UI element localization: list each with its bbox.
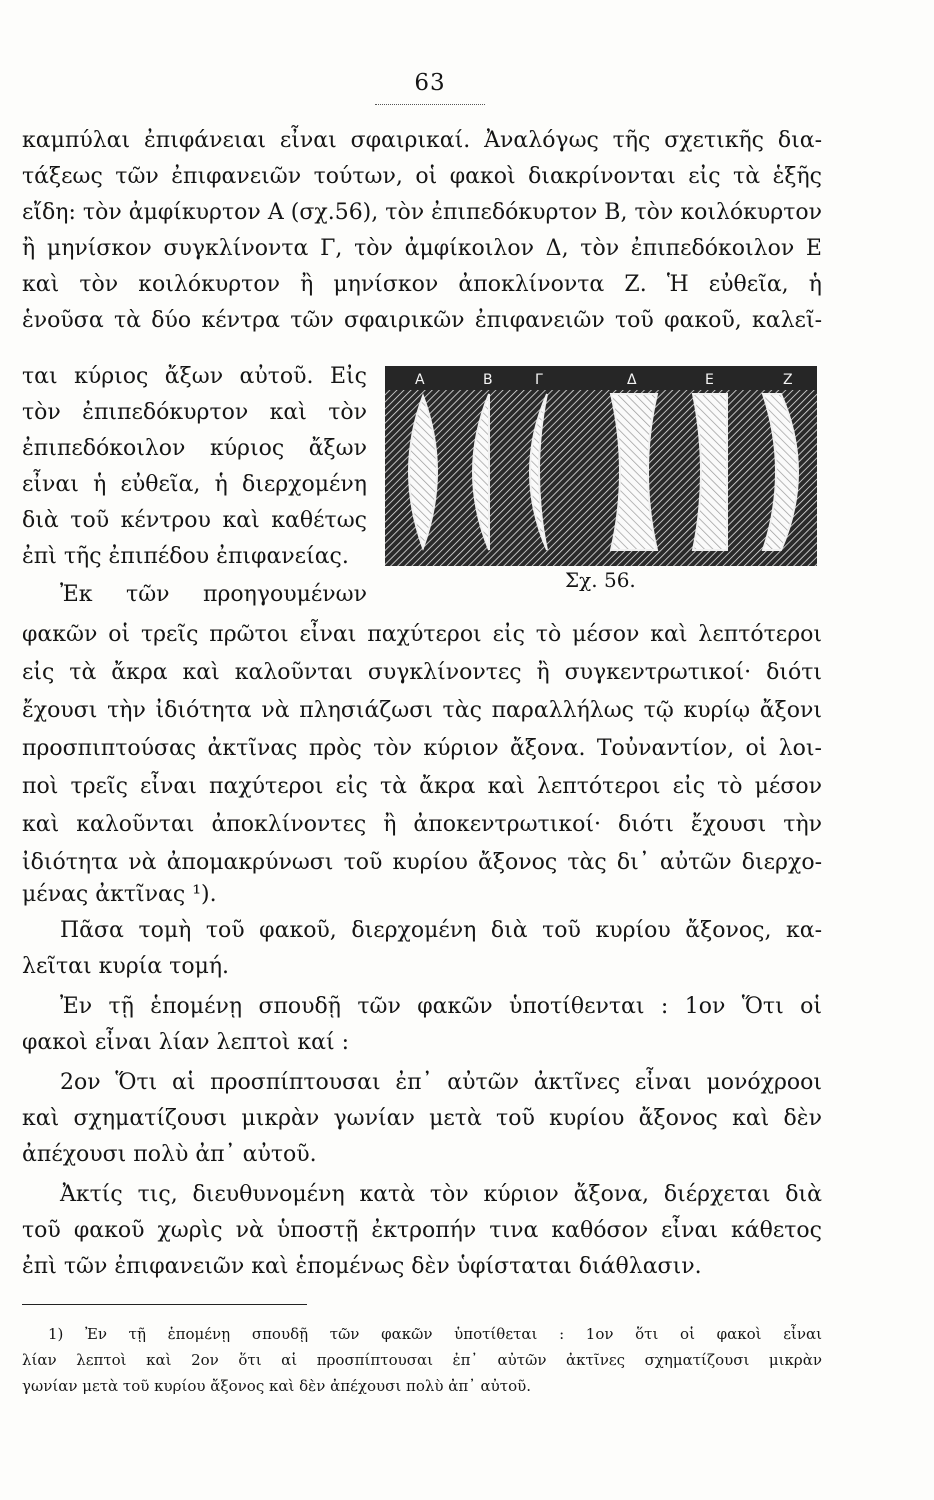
figure-label-a: Α	[415, 372, 425, 388]
text-line: ἰδιότητα νὰ ἀπομακρύνωσι τοῦ κυρίου ἄξονος τὰς δι᾽ αὐτῶν διερχο-	[22, 850, 822, 875]
text-line: ἀπέχουσι πολὺ ἀπ᾽ αὐτοῦ.	[22, 1142, 317, 1167]
text-line: καὶ τὸν κοιλόκυρτον ἢ μηνίσκον ἀποκλίνοντα Ζ. Ἡ εὐθεῖα, ἡ	[22, 272, 822, 297]
page-number: 63	[414, 70, 446, 96]
text-line: ἐπιπεδόκοιλον κύριος ἄξων	[22, 436, 367, 461]
text-line: φακῶν οἱ τρεῖς πρῶτοι εἶναι παχύτεροι εἰς τὸ μέσον καὶ λεπτότεροι	[22, 622, 822, 647]
text-line: μένας ἀκτῖνας ¹).	[22, 882, 217, 907]
text-line: ἑνοῦσα τὰ δύο κέντρα τῶν σφαιρικῶν ἐπιφανειῶν τοῦ φακοῦ, καλεῖ-	[22, 308, 822, 333]
text-line: τάξεως τῶν ἐπιφανειῶν τούτων, οἱ φακοὶ διακρίνονται εἰς τὰ ἑξῆς	[22, 164, 822, 189]
text-line: καὶ σχηματίζουσι μικρὰν γωνίαν μετὰ τοῦ κυρίου ἄξονος καὶ δὲν	[22, 1106, 822, 1131]
text-line: τοῦ φακοῦ χωρὶς νὰ ὑποστῇ ἐκτροπήν τινα καθόσον εἶναι κάθετος	[22, 1218, 822, 1243]
text-line: ἐπὶ τῶν ἐπιφανειῶν καὶ ἑπομένως δὲν ὑφίσταται διάθλασιν.	[22, 1254, 702, 1279]
text-line: ποὶ τρεῖς εἶναι παχύτεροι εἰς τὰ ἄκρα καὶ λεπτότεροι εἰς τὸ μέσον	[22, 774, 822, 799]
lens-figure	[385, 366, 817, 566]
text-line: εἴδη: τὸν ἀμφίκυρτον Α (σχ.56), τὸν ἐπιπεδόκυρτον Β, τὸν κοιλόκυρτον	[22, 200, 822, 225]
text-line: τὸν ἐπιπεδόκυρτον καὶ τὸν	[22, 400, 367, 425]
footnote-line: 1) Ἐν τῇ ἑπομένῃ σπουδῇ τῶν φακῶν ὑποτίθεται : 1ον ὅτι οἱ φακοὶ εἶναι	[48, 1325, 822, 1343]
header-rule	[375, 104, 485, 105]
figure-label-b: Β	[483, 372, 493, 388]
text-line: ἐπὶ τῆς ἐπιπέδου ἐπιφανείας.	[22, 544, 349, 569]
text-line: φακοὶ εἶναι λίαν λεπτοὶ καί :	[22, 1030, 350, 1055]
footnote-line: γωνίαν μετὰ τοῦ κυρίου ἄξονος καὶ δὲν ἀπέχουσι πολὺ ἀπ᾽ αὐτοῦ.	[22, 1377, 532, 1395]
text-line: ἢ μηνίσκον συγκλίνοντα Γ, τὸν ἀμφίκοιλον Δ, τὸν ἐπιπεδόκοιλον Ε	[22, 236, 822, 261]
text-line: εἰς τὰ ἄκρα καὶ καλοῦνται συγκλίνοντες ἢ συγκεντρωτικοί· διότι	[22, 660, 822, 685]
text-line: προσπιπτούσας ἀκτῖνας πρὸς τὸν κύριον ἄξονα. Τοὐναντίον, οἱ λοι-	[22, 736, 822, 761]
text-line: εἶναι ἡ εὐθεῖα, ἡ διερχομένη	[22, 472, 367, 497]
text-line: Ἐκ τῶν προηγουμένων	[60, 582, 367, 607]
figure-caption: Σχ. 56.	[565, 568, 636, 592]
text-line: Ἐν τῇ ἑπομένῃ σπουδῇ τῶν φακῶν ὑποτίθενται : 1ον Ὅτι οἱ	[60, 994, 822, 1019]
text-line: Πᾶσα τομὴ τοῦ φακοῦ, διερχομένη διὰ τοῦ κυρίου ἄξονος, κα-	[60, 918, 822, 943]
figure-background	[385, 366, 817, 566]
footnote-line: λίαν λεπτοὶ καὶ 2ον ὅτι αἱ προσπίπτουσαι ἐπ᾽ αὐτῶν ἀκτῖνες σχηματίζουσι μικρὰν	[22, 1351, 822, 1369]
text-line: ἔχουσι τὴν ἰδιότητα νὰ πλησιάζωσι τὰς παραλλήλως τῷ κυρίῳ ἄξονι	[22, 698, 822, 723]
text-line: διὰ τοῦ κέντρου καὶ καθέτως	[22, 508, 367, 533]
text-line: ται κύριος ἄξων αὐτοῦ. Εἰς	[22, 364, 367, 389]
figure-label-c: Γ	[535, 372, 543, 388]
figure-label-z: Ζ	[783, 372, 793, 388]
figure-label-e: Ε	[705, 372, 714, 388]
text-line: καμπύλαι ἐπιφάνειαι εἶναι σφαιρικαί. Ἀναλόγως τῆς σχετικῆς δια-	[22, 128, 822, 153]
figure-label-d: Δ	[627, 372, 637, 388]
text-line: 2ον Ὅτι αἱ προσπίπτουσαι ἐπ᾽ αὐτῶν ἀκτῖνες εἶναι μονόχροοι	[60, 1070, 822, 1095]
text-line: λεῖται κυρία τομή.	[22, 954, 230, 979]
footnote-rule	[22, 1304, 307, 1305]
text-line: Ἀκτίς τις, διευθυνομένη κατὰ τὸν κύριον ἄξονα, διέρχεται διὰ	[60, 1182, 822, 1207]
text-line: καὶ καλοῦνται ἀποκλίνοντες ἢ ἀποκεντρωτικοί· διότι ἔχουσι τὴν	[22, 812, 822, 837]
